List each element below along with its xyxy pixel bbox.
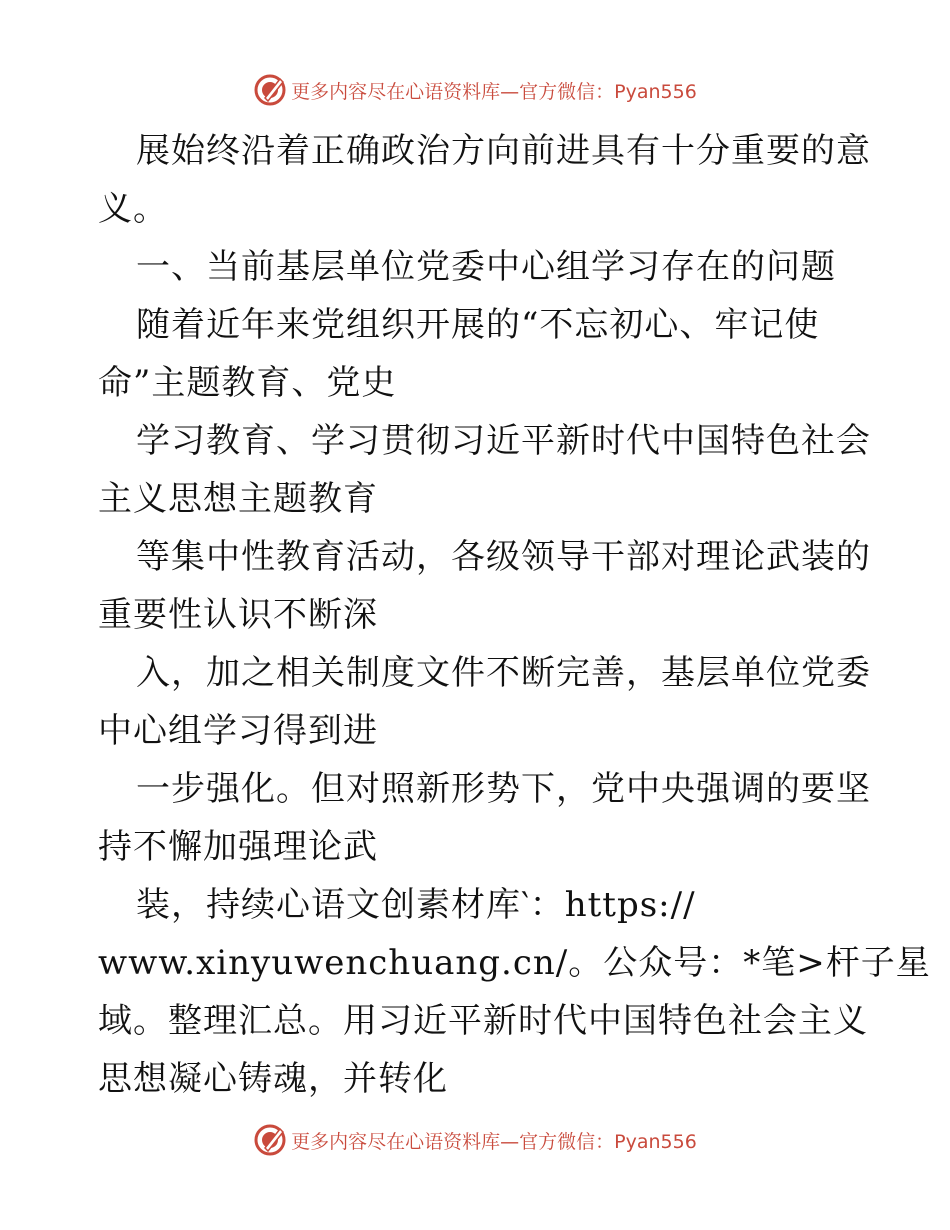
footer-banner <box>0 1120 950 1160</box>
body-line: 中心组学习得到进 <box>98 711 378 751</box>
body-line: 主义思想主题教育 <box>98 479 378 519</box>
section-heading: 一、当前基层单位党委中心组学习存在的问题 <box>136 247 836 287</box>
footer-banner-text: 更多内容尽在心语资料库—官方微信：Pyan556 <box>291 1130 697 1153</box>
body-line: 等集中性教育活动，各级领导干部对理论武装的 <box>136 537 871 577</box>
body-line: 义。 <box>98 189 168 229</box>
pen-logo-icon <box>253 1123 287 1157</box>
body-line: 装，持续心语文创素材库‵：https:// <box>136 885 696 925</box>
body-line: 展始终沿着正确政治方向前进具有十分重要的意 <box>136 131 871 171</box>
pen-logo-icon <box>253 73 287 107</box>
body-line: 入，加之相关制度文件不断完善，基层单位党委 <box>136 653 871 693</box>
body-line: www.xinyuwenchuang.cn/。公众号：*笔>杆子星 <box>98 943 931 983</box>
body-line: 一步强化。但对照新形势下，党中央强调的要坚 <box>136 769 871 809</box>
document-body <box>98 122 931 1108</box>
body-line: 命”主题教育、党史 <box>98 363 397 403</box>
body-line: 思想凝心铸魂，并转化 <box>98 1059 448 1099</box>
body-line: 随着近年来党组织开展的“不忘初心、牢记使 <box>136 305 820 345</box>
body-line: 重要性认识不断深 <box>98 595 378 635</box>
header-banner <box>0 70 950 110</box>
body-line: 学习教育、学习贯彻习近平新时代中国特色社会 <box>136 421 871 461</box>
body-line: 域。整理汇总。用习近平新时代中国特色社会主义 <box>98 1001 868 1041</box>
header-banner-text: 更多内容尽在心语资料库—官方微信：Pyan556 <box>291 80 697 103</box>
body-line: 持不懈加强理论武 <box>98 827 378 867</box>
